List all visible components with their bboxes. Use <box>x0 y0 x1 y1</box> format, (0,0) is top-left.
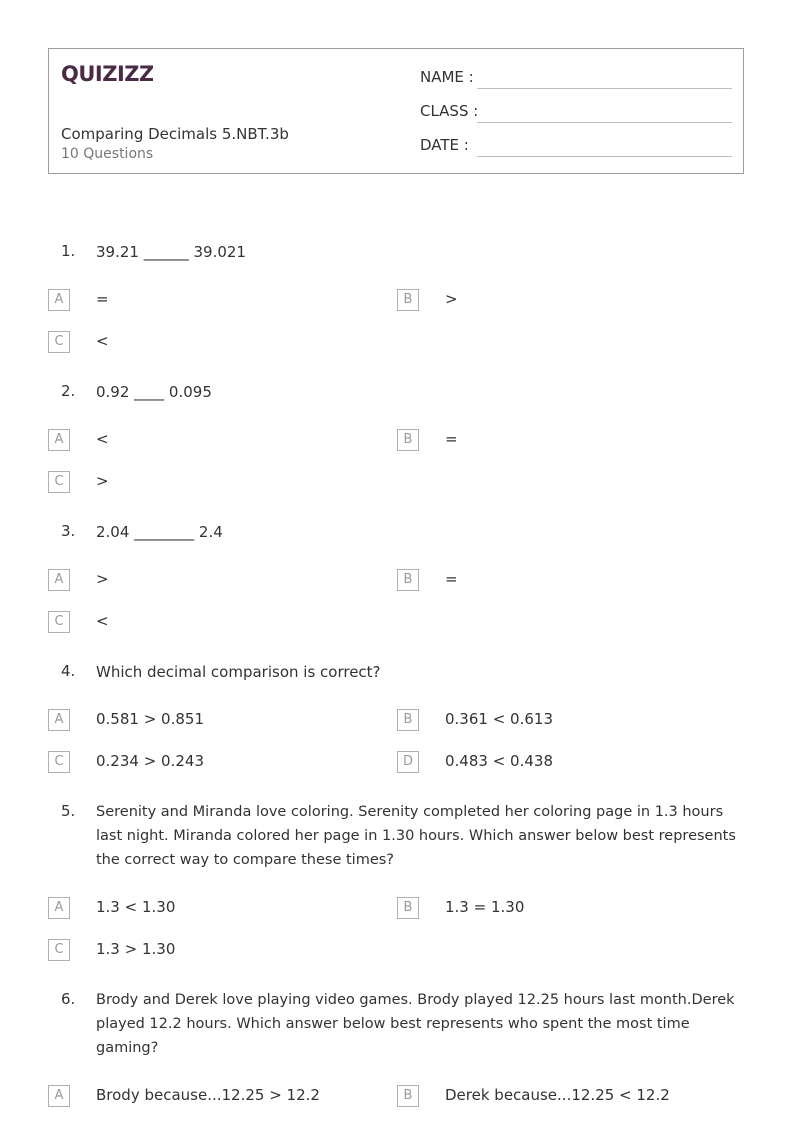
question-text: Which decimal comparison is correct? <box>96 663 381 681</box>
option-letter-box[interactable]: B <box>397 897 419 919</box>
question-count: 10 Questions <box>61 146 154 162</box>
option-letter-box[interactable]: A <box>48 429 70 451</box>
question-number: 2. <box>61 382 76 400</box>
option-letter-box[interactable]: B <box>397 1085 419 1107</box>
option-letter-box[interactable]: C <box>48 471 70 493</box>
question-text: 39.21 ______ 39.021 <box>96 243 246 261</box>
option-text: 1.3 = 1.30 <box>445 898 525 916</box>
class-field[interactable] <box>477 122 732 123</box>
option-text: = <box>445 430 458 448</box>
question-number: 5. <box>61 802 76 820</box>
question-number: 6. <box>61 990 76 1008</box>
name-label: NAME : <box>420 68 474 86</box>
option-text: Brody because...12.25 > 12.2 <box>96 1086 320 1104</box>
date-label: DATE : <box>420 136 469 154</box>
option-text: 0.361 < 0.613 <box>445 710 553 728</box>
option-letter-box[interactable]: A <box>48 1085 70 1107</box>
option-letter-box[interactable]: C <box>48 939 70 961</box>
option-text: > <box>96 472 109 490</box>
option-letter-box[interactable]: A <box>48 569 70 591</box>
option-text: > <box>96 570 109 588</box>
option-letter-box[interactable]: D <box>397 751 419 773</box>
question-number: 4. <box>61 662 76 680</box>
option-letter-box[interactable]: C <box>48 751 70 773</box>
option-text: < <box>96 332 109 350</box>
option-letter-box[interactable]: B <box>397 709 419 731</box>
option-letter-box[interactable]: C <box>48 611 70 633</box>
date-field[interactable] <box>477 156 732 157</box>
option-letter-box[interactable]: A <box>48 289 70 311</box>
option-text: = <box>96 290 109 308</box>
question-text: Brody and Derek love playing video games. Brody played 12.25 hours last month.Derek played 12.2 hours. Which answer below best represents who spent the most time gaming? <box>96 992 735 1056</box>
name-field[interactable] <box>477 88 732 89</box>
option-text: = <box>445 570 458 588</box>
option-letter-box[interactable]: B <box>397 429 419 451</box>
option-text: 0.234 > 0.243 <box>96 752 204 770</box>
svg-text:QUIZIZZ: QUIZIZZ <box>61 62 153 86</box>
option-letter-box[interactable]: A <box>48 709 70 731</box>
class-label: CLASS : <box>420 102 479 120</box>
question-number: 3. <box>61 522 76 540</box>
option-text: 1.3 > 1.30 <box>96 940 176 958</box>
option-text: 0.581 > 0.851 <box>96 710 204 728</box>
question-text: 2.04 ________ 2.4 <box>96 523 223 541</box>
option-letter-box[interactable]: C <box>48 331 70 353</box>
question-number: 1. <box>61 242 76 260</box>
option-text: 0.483 < 0.438 <box>445 752 553 770</box>
option-text: Derek because...12.25 < 12.2 <box>445 1086 670 1104</box>
option-text: < <box>96 612 109 630</box>
question-text: 0.92 ____ 0.095 <box>96 383 212 401</box>
option-text: > <box>445 290 458 308</box>
option-letter-box[interactable]: A <box>48 897 70 919</box>
option-text: 1.3 < 1.30 <box>96 898 176 916</box>
option-letter-box[interactable]: B <box>397 569 419 591</box>
quizizz-logo <box>61 60 153 90</box>
worksheet-title: Comparing Decimals 5.NBT.3b <box>61 125 289 143</box>
option-letter-box[interactable]: B <box>397 289 419 311</box>
question-text: Serenity and Miranda love coloring. Serenity completed her coloring page in 1.3 hours last night. Miranda colored her page in 1.30 hours. Which answer below best represents the correct way to compare these times? <box>96 804 736 868</box>
option-text: < <box>96 430 109 448</box>
quizizz-logo-mark <box>61 60 153 86</box>
